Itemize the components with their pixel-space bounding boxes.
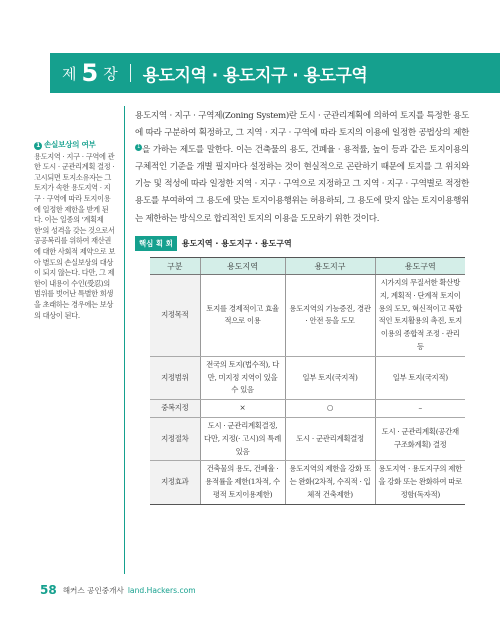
- table-cell: 용도지역의 제한을 강화 또는 완화(2차적, 수직적 · 입체적 건축제한): [285, 461, 375, 504]
- chapter-label-pre: 제: [62, 64, 77, 83]
- table-caption: [135, 236, 292, 251]
- chapter-banner: [50, 53, 500, 93]
- paragraph-part1: 용도지역 · 지구 · 구역제(Zoning System)란 도시 · 군관리계획에 의하여 토지를 특정한 용도에 따라 구분하여 획정하고, 그 지역 · 지구 · 구역에 따라 토지의 이용에 일정한 공법상의 제한: [135, 111, 469, 139]
- row-label: 지정절차: [150, 417, 200, 460]
- table-cell: 전국의 토지(법수적), 다만, 미지정 지역이 있을 수 있음: [200, 356, 285, 399]
- footer-url-link[interactable]: land.Hackers.com: [127, 585, 196, 595]
- table-cell: 도시 · 군관리계획결정: [285, 417, 375, 460]
- chapter-number: 5: [81, 59, 99, 87]
- margin-divider: [124, 106, 125, 574]
- sidenote-heading: [34, 140, 116, 151]
- paragraph-part2: 을 가하는 제도를 말한다. 이는 건축물의 용도, 건폐율 · 용적률, 높이 등과 같은 토지이용의 구체적인 기준을 개별 필지마다 설정하는 것이 현실적으로 곤란하기 때문에 토지를 그 위치와 기능 및 적성에 따라 일정한 지역 · 지구 · 구역으로 지정하고 그 지역 · 지구 · 구역별로 적정한 용도를 부여하여 그 용도에 맞는 토지이용행위는 허용하되, 그 용도에 맞지 않는 토지이용행위는 제한하는 방식으로 합리적인 토지의 이용을 도모하기 위한 것이다.: [135, 145, 469, 224]
- table-row: [150, 461, 465, 504]
- table-row: [150, 275, 465, 357]
- row-label: 지정효과: [150, 461, 200, 504]
- table-cell: ○: [285, 400, 375, 418]
- comparison-table: [150, 257, 465, 505]
- sidenote-number-icon: 1: [34, 142, 42, 150]
- page-footer: [40, 583, 196, 597]
- table-cell: –: [375, 400, 465, 418]
- table-row: [150, 417, 465, 460]
- table-header-row: [150, 258, 465, 275]
- chapter-label-post: 장: [103, 64, 118, 83]
- table-cell: 도시 · 군관리계획결정, 다만, 지정(· 고시)의 특례 있음: [200, 417, 285, 460]
- table-title: 용도지역 · 용도지구 · 용도구역: [181, 239, 292, 248]
- table-cell: 건축물의 용도, 건폐율 · 용적률을 제한(1차적, 수평적 토지이용제한): [200, 461, 285, 504]
- table-tag: 핵심 획 회: [135, 236, 177, 251]
- table-cell: 일부 토지(국지적): [285, 356, 375, 399]
- chapter-title: 용도지역 · 용도지구 · 용도구역: [142, 65, 368, 86]
- row-label: 지정범위: [150, 356, 200, 399]
- body-paragraph: [135, 108, 469, 228]
- table-cell: 일부 토지(국지적): [375, 356, 465, 399]
- chapter-divider: [130, 64, 131, 82]
- footnote-marker-icon: 1: [135, 144, 142, 151]
- table-cell: ×: [200, 400, 285, 418]
- row-label: 중복지정: [150, 400, 200, 418]
- table-cell: 시가지의 무질서한 확산방지, 계획적 · 단계적 토지이용의 도모, 혁신적이고 복합적인 토지활용의 촉진, 토지이용의 종합적 조정 · 관리 등: [375, 275, 465, 357]
- row-label: 지정목적: [150, 275, 200, 357]
- table-row: [150, 400, 465, 418]
- table-row: [150, 356, 465, 399]
- sidenote: [34, 140, 116, 321]
- table-cell: 도시 · 군관리계획(공간재구조화계획) 결정: [375, 417, 465, 460]
- sidenote-body: 용도지역 · 지구 · 구역에 관한 도시 · 군관리계획 결정 · 고시되면 토지소유자는 그 토지가 속한 용도지역 · 지구 · 구역에 따라 토지이용에 일정한 제한을 받게 된다. 이는 일종의 '계획제한'의 성격을 갖는 것으로서 공공복리를 위하여 재산권에 대한 사회적 제약으로 보아 별도의 손실보상의 대상이 되지 않는다. 다만, 그 제한이 내용이 수인(受忍)의 범위를 벗어난 특별한 희생을 초래하는 경우에는 보상의 대상이 된다.: [34, 151, 116, 320]
- sidenote-heading-text: 손실보상의 여부: [44, 140, 96, 149]
- header-category: 구분: [150, 258, 200, 275]
- header-zone-district: 용도지구: [285, 258, 375, 275]
- table-cell: 용도지역 · 용도지구의 제한을 강화 또는 완화하여 따로 정함(독자적): [375, 461, 465, 504]
- header-zone-area: 용도지역: [200, 258, 285, 275]
- table-cell: 토지를 경제적이고 효율적으로 이용: [200, 275, 285, 357]
- header-zone-section: 용도구역: [375, 258, 465, 275]
- page-number: 58: [40, 583, 57, 597]
- footer-brand: 해커스 공인중개사: [62, 585, 124, 595]
- table-cell: 용도지역의 기능증진, 경관 · 안전 등을 도모: [285, 275, 375, 357]
